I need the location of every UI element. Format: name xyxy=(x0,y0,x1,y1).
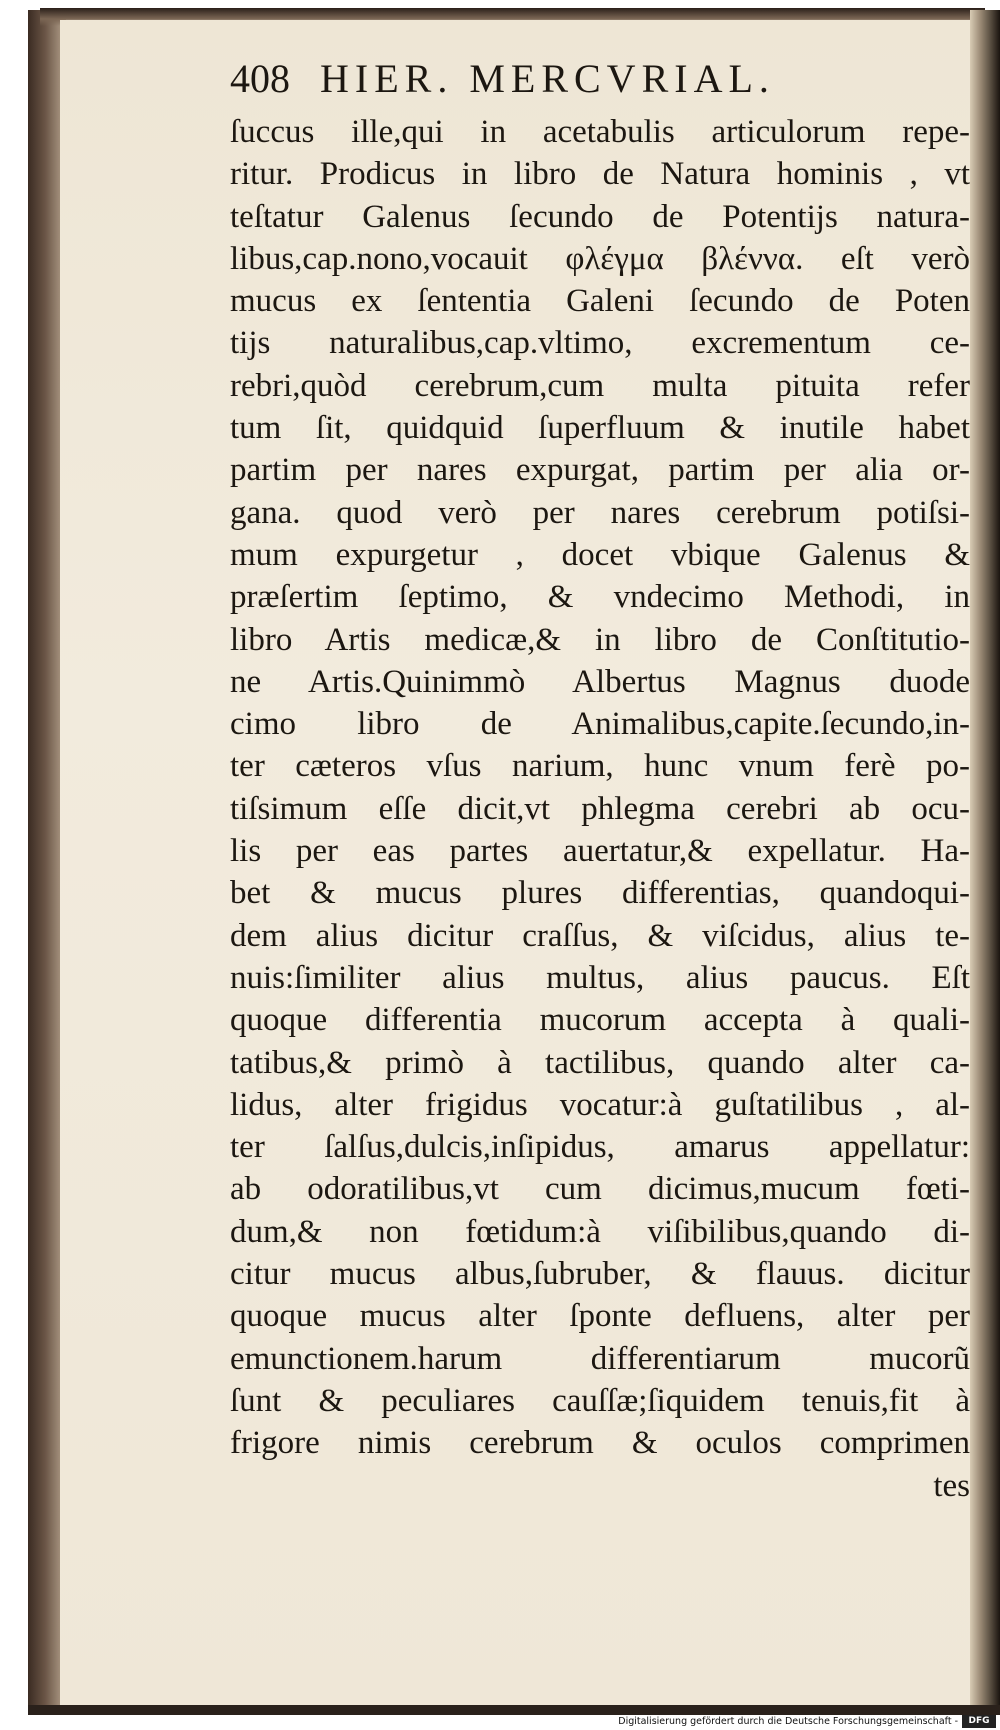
text-line: ter cæteros vſus narium, hunc vnum ferè po- xyxy=(230,748,970,785)
dfg-logo: DFG xyxy=(962,1715,996,1728)
text-line: ſuccus ille,qui in acetabulis articulorum repe- xyxy=(230,114,970,150)
text-line: partim per nares expurgat, partim per alia or- xyxy=(230,452,970,489)
text-line: ne Artis.Quinimmò Albertus Magnus duode xyxy=(230,663,970,700)
text-line: emunctionem.harum differentiarum mucorũ xyxy=(230,1340,970,1377)
running-head xyxy=(230,55,990,111)
text-line: lis per eas partes auertatur,& expellatur. Ha- xyxy=(230,833,970,870)
text-line: cimo libro de Animalibus,capite.ſecundo,in- xyxy=(230,706,970,743)
text-line: tum ſit, quidquid ſuperfluum & inutile habet xyxy=(230,410,970,447)
text-line: tatibus,& primò à tactilibus, quando alter ca- xyxy=(230,1044,970,1081)
body-text xyxy=(230,111,990,1507)
text-line: nuis:ſimiliter alius multus, alius paucus. Eſt xyxy=(230,959,970,996)
text-line: bet & mucus plures differentias, quandoqui- xyxy=(230,875,970,912)
text-line: gana. quod verò per nares cerebrum potiſsi- xyxy=(230,494,970,531)
text-line: quoque mucus alter ſponte defluens, alter per xyxy=(230,1298,970,1335)
text-line: lidus, alter frigidus vocatur:à guſtatilibus , al- xyxy=(230,1086,970,1123)
page-bottom-edge xyxy=(28,1705,1000,1715)
text-line: frigore nimis cerebrum & oculos comprimen xyxy=(230,1425,970,1462)
text-line: tijs naturalibus,cap.vltimo, excrementum ce- xyxy=(230,325,970,362)
text-line: tiſsimum eſſe dicit,vt phlegma cerebri ab ocu- xyxy=(230,790,970,827)
text-line: citur mucus albus,ſubruber, & flauus. dicitur xyxy=(230,1256,970,1293)
text-line: tes xyxy=(933,1467,970,1504)
digitization-credit: Digitalisierung gefördert durch die Deutsche Forschungsgemeinschaft - xyxy=(618,1716,958,1727)
text-line: quoque differentia mucorum accepta à quali- xyxy=(230,1002,970,1039)
text-line: libus,cap.nono,vocauit φλέγμα βλέννα. eſt verò xyxy=(230,240,970,277)
text-line: ritur. Prodicus in libro de Natura hominis , vt xyxy=(230,156,970,193)
text-line: dum,& non fœtidum:à viſibilibus,quando di- xyxy=(230,1213,970,1250)
text-line: dem alius dicitur craſſus, & viſcidus, alius te- xyxy=(230,917,970,954)
text-line: libro Artis medicæ,& in libro de Conſtitutio- xyxy=(230,621,970,658)
running-head-title: HIER. MERCVRIAL. xyxy=(320,56,775,101)
text-line: ter ſalſus,dulcis,inſipidus, amarus appellatur: xyxy=(230,1129,970,1166)
text-block xyxy=(230,55,990,1507)
text-line: mucus ex ſententia Galeni ſecundo de Poten xyxy=(230,283,970,320)
text-line: præſertim ſeptimo, & vndecimo Methodi, in xyxy=(230,579,970,616)
text-line: teſtatur Galenus ſecundo de Potentijs natura- xyxy=(230,198,970,235)
text-line: rebri,quòd cerebrum,cum multa pituita refer xyxy=(230,367,970,404)
text-line: mum expurgetur , docet vbique Galenus & xyxy=(230,536,970,573)
text-line: ab odoratilibus,vt cum dicimus,mucum fœti- xyxy=(230,1171,970,1208)
text-line: ſunt & peculiares cauſſæ;ſiquidem tenuis,fit à xyxy=(230,1382,970,1419)
page-number: 408 xyxy=(230,56,290,101)
